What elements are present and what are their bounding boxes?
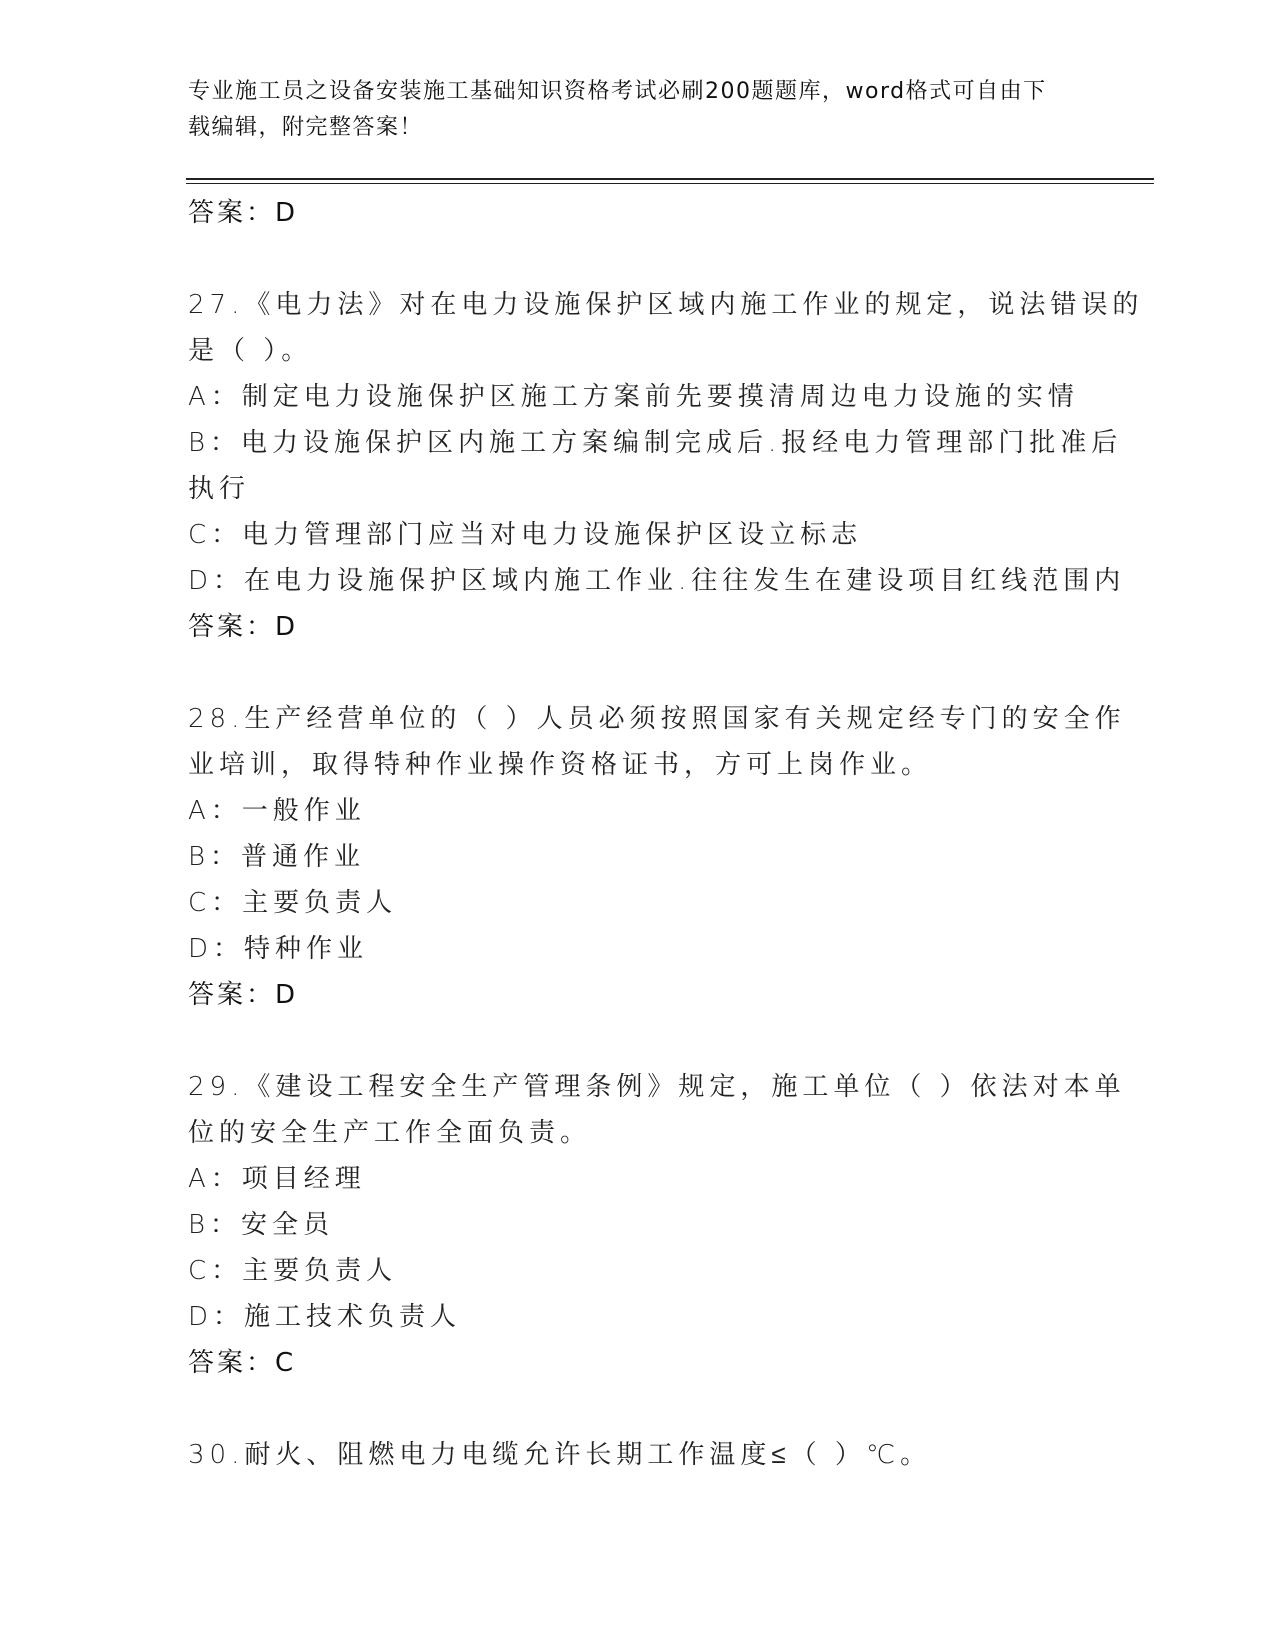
question-27 xyxy=(188,282,1148,650)
answer-line: 答案：C xyxy=(188,1348,297,1378)
option-d: D：在电力设施保护区域内施工作业.往往发生在建设项目红线范围内 xyxy=(188,566,1126,596)
option-d: D：特种作业 xyxy=(188,934,369,964)
option-a: A：项目经理 xyxy=(188,1164,366,1194)
answer-line: 答案：D xyxy=(188,612,299,642)
question-stem: 28.生产经营单位的（ ）人员必须按照国家有关规定经专门的安全作业培训，取得特种作业操作资格证书，方可上岗作业。 xyxy=(188,704,1126,780)
option-a: A：制定电力设施保护区施工方案前先要摸清周边电力设施的实情 xyxy=(188,382,1079,412)
option-b: B：电力设施保护区内施工方案编制完成后.报经电力管理部门批准后执行 xyxy=(188,428,1123,504)
header-divider-thin xyxy=(186,183,1154,184)
question-stem: 29.《建设工程安全生产管理条例》规定，施工单位（ ）依法对本单位的安全生产工作全面负责。 xyxy=(188,1072,1126,1148)
question-stem: 27.《电力法》对在电力设施保护区域内施工作业的规定，说法错误的是（ ）。 xyxy=(188,290,1144,366)
option-c: C：电力管理部门应当对电力设施保护区设立标志 xyxy=(188,520,863,550)
option-b: B：安全员 xyxy=(188,1210,335,1240)
question-28 xyxy=(188,696,1148,1018)
option-c: C：主要负责人 xyxy=(188,888,398,918)
option-d: D：施工技术负责人 xyxy=(188,1302,462,1332)
option-b: B：普通作业 xyxy=(188,842,366,872)
question-list xyxy=(188,190,1148,1478)
document-header xyxy=(188,74,1068,146)
option-c: C：主要负责人 xyxy=(188,1256,398,1286)
question-29 xyxy=(188,1064,1148,1386)
header-divider xyxy=(186,178,1154,180)
answer-line: 答案：D xyxy=(188,198,299,228)
option-a: A：一般作业 xyxy=(188,796,366,826)
header-text: 专业施工员之设备安装施工基础知识资格考试必刷200题题库，word格式可自由下载编辑，附完整答案！ xyxy=(188,79,1047,140)
question-30 xyxy=(188,1432,1148,1478)
answer-line: 答案：D xyxy=(188,980,299,1010)
question-stem: 30.耐火、阻燃电力电缆允许长期工作温度≤（ ）℃。 xyxy=(188,1440,932,1470)
